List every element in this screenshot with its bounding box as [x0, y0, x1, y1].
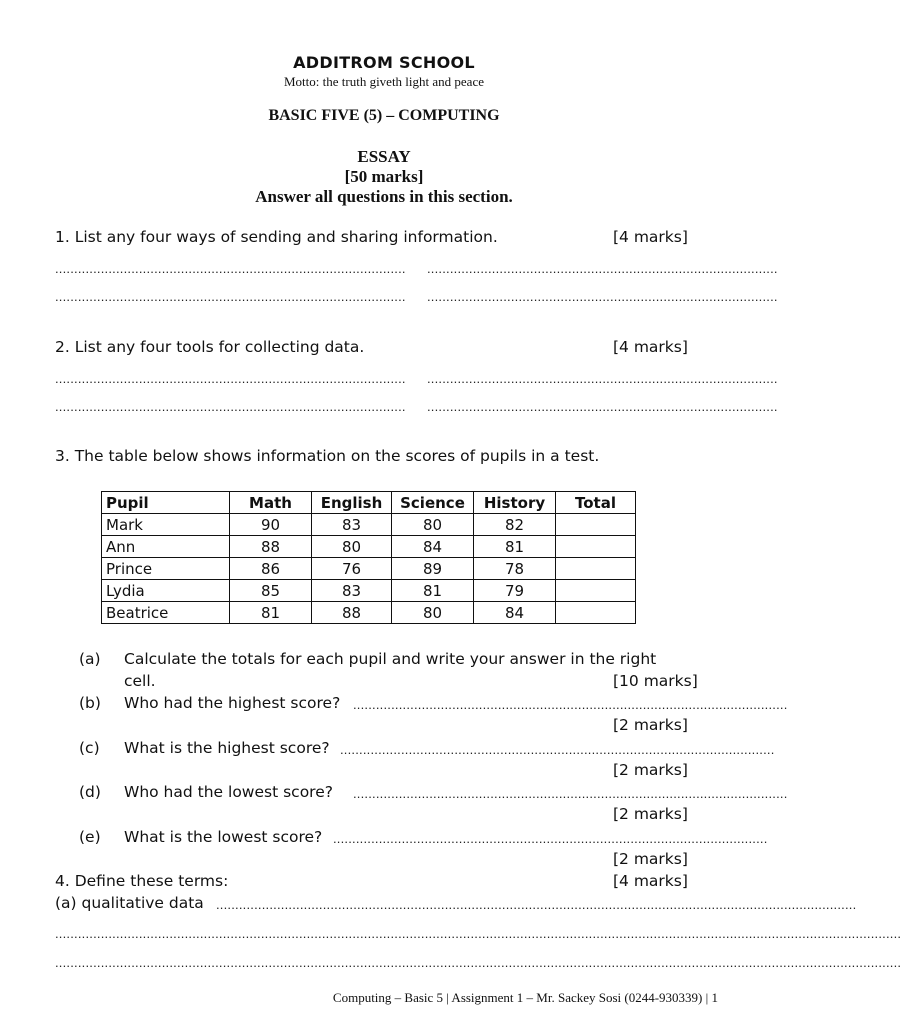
table-cell: 84 — [474, 602, 556, 624]
column-header: Math — [230, 492, 312, 514]
answer-line: .................................................................................................................. — [333, 831, 768, 846]
answer-line: ............................................................................................ — [55, 399, 406, 414]
total-cell[interactable] — [556, 558, 636, 580]
table-row — [102, 514, 636, 536]
school-motto: Motto: the truth giveth light and peace — [283, 74, 484, 89]
answer-line: .................................................................................................................. — [353, 697, 788, 712]
table-cell: 83 — [312, 514, 392, 536]
column-header: History — [474, 492, 556, 514]
part-c-text: What is the highest score? — [124, 739, 330, 757]
table-cell: Ann — [102, 536, 230, 558]
table-cell: 85 — [230, 580, 312, 602]
table-row — [102, 602, 636, 624]
part-a-label: (a) — [79, 650, 101, 668]
table-cell: 80 — [312, 536, 392, 558]
section-marks: [50 marks] — [344, 167, 424, 186]
total-cell[interactable] — [556, 536, 636, 558]
school-name: ADDITROM SCHOOL — [293, 53, 475, 72]
part-a-text-cont: cell. — [124, 672, 156, 690]
question-4-marks: [4 marks] — [613, 872, 688, 890]
part-b-label: (b) — [79, 694, 101, 712]
part-d-text: Who had the lowest score? — [124, 783, 333, 801]
part-d-marks: [2 marks] — [613, 805, 688, 823]
table-cell: 78 — [474, 558, 556, 580]
column-header: Science — [392, 492, 474, 514]
table-cell: 76 — [312, 558, 392, 580]
scores-table — [101, 491, 636, 624]
part-e-text: What is the lowest score? — [124, 828, 323, 846]
table-cell: 82 — [474, 514, 556, 536]
total-cell[interactable] — [556, 580, 636, 602]
answer-line: ............................................................................................ — [427, 289, 778, 304]
question-1-text: 1. List any four ways of sending and sharing information. — [55, 228, 498, 246]
answer-line: ........................................................................................................................................................................ — [216, 897, 857, 912]
question-4a-text: (a) qualitative data — [55, 894, 204, 912]
table-cell: 80 — [392, 514, 474, 536]
answer-line: ............................................................................................ — [55, 289, 406, 304]
answer-line: .................................................................................................................. — [340, 742, 775, 757]
part-a-text: Calculate the totals for each pupil and write your answer in the right — [124, 650, 657, 668]
question-1-marks: [4 marks] — [613, 228, 688, 246]
table-cell: 90 — [230, 514, 312, 536]
column-header: Total — [556, 492, 636, 514]
part-d-label: (d) — [79, 783, 101, 801]
table-cell: Lydia — [102, 580, 230, 602]
part-c-marks: [2 marks] — [613, 761, 688, 779]
part-e-marks: [2 marks] — [613, 850, 688, 868]
part-c-label: (c) — [79, 739, 100, 757]
column-header: English — [312, 492, 392, 514]
section-instruction: Answer all questions in this section. — [255, 187, 513, 206]
table-row — [102, 580, 636, 602]
table-cell: 79 — [474, 580, 556, 602]
table-cell: 83 — [312, 580, 392, 602]
section-title: ESSAY — [357, 147, 411, 166]
answer-line: .............................................................................................................................................................................................................................. — [55, 926, 901, 941]
column-header: Pupil — [102, 492, 230, 514]
part-b-text: Who had the highest score? — [124, 694, 341, 712]
table-cell: 81 — [230, 602, 312, 624]
table-cell: 89 — [392, 558, 474, 580]
table-row — [102, 536, 636, 558]
table-cell: Prince — [102, 558, 230, 580]
total-cell[interactable] — [556, 602, 636, 624]
answer-line: ............................................................................................ — [55, 371, 406, 386]
answer-line: .................................................................................................................. — [353, 786, 788, 801]
table-cell: 81 — [392, 580, 474, 602]
part-b-marks: [2 marks] — [613, 716, 688, 734]
answer-line: ............................................................................................ — [55, 261, 406, 276]
question-4-text: 4. Define these terms: — [55, 872, 229, 890]
question-2-marks: [4 marks] — [613, 338, 688, 356]
subject-title: BASIC FIVE (5) – COMPUTING — [268, 107, 500, 124]
page-footer: Computing – Basic 5 | Assignment 1 – Mr. Sackey Sosi (0244-930339) | 1 — [332, 990, 718, 1005]
table-cell: 80 — [392, 602, 474, 624]
answer-line: .............................................................................................................................................................................................................................. — [55, 955, 901, 970]
answer-line: ............................................................................................ — [427, 399, 778, 414]
table-cell: 88 — [312, 602, 392, 624]
question-3-text: 3. The table below shows information on the scores of pupils in a test. — [55, 447, 600, 465]
table-cell: 84 — [392, 536, 474, 558]
total-cell[interactable] — [556, 514, 636, 536]
question-2-text: 2. List any four tools for collecting data. — [55, 338, 365, 356]
table-cell: Mark — [102, 514, 230, 536]
answer-line: ............................................................................................ — [427, 261, 778, 276]
table-cell: Beatrice — [102, 602, 230, 624]
table-row — [102, 558, 636, 580]
table-cell: 81 — [474, 536, 556, 558]
part-e-label: (e) — [79, 828, 101, 846]
part-a-marks: [10 marks] — [613, 672, 698, 690]
table-header-row — [102, 492, 636, 514]
table-cell: 88 — [230, 536, 312, 558]
table-cell: 86 — [230, 558, 312, 580]
answer-line: ............................................................................................ — [427, 371, 778, 386]
